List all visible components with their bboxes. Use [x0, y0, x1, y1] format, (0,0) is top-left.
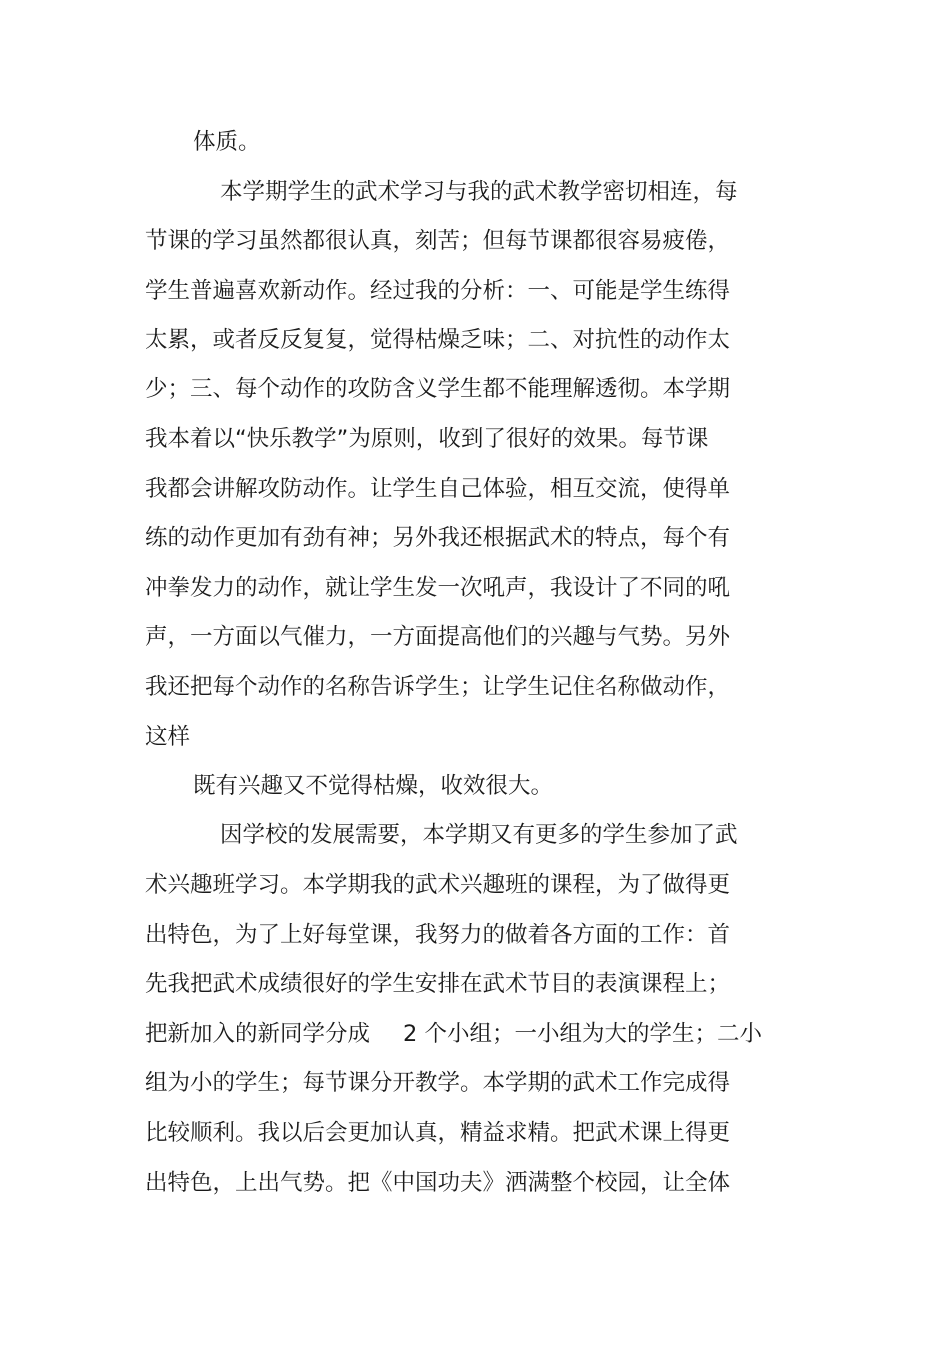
text-line: 先我把武术成绩很好的学生安排在武术节目的表演课程上； — [145, 971, 731, 997]
text-line: 术兴趣班学习。本学期我的武术兴趣班的课程，为了做得更 — [145, 872, 731, 898]
text-line: 出特色，为了上好每堂课，我努力的做着各方面的工作：首 — [145, 922, 731, 948]
text-line-segment: 2 个小组；一小组为大的学生；二小 — [403, 1021, 762, 1047]
text-line: 我都会讲解攻防动作。让学生自己体验，相互交流，使得单 — [145, 476, 731, 502]
text-line: 少；三、每个动作的攻防含义学生都不能理解透彻。本学期 — [145, 376, 731, 402]
text-line: 我还把每个动作的名称告诉学生；让学生记住名称做动作， — [145, 674, 731, 700]
text-line: 出特色，上出气势。把《中国功夫》洒满整个校园，让全体 — [145, 1170, 731, 1196]
text-line: 节课的学习虽然都很认真，刻苦；但每节课都很容易疲倦， — [145, 228, 731, 254]
paragraph-first-line: 本学期学生的武术学习与我的武术教学密切相连，每 — [220, 179, 738, 205]
text-line: 比较顺利。我以后会更加认真，精益求精。把武术课上得更 — [145, 1120, 731, 1146]
text-line: 冲拳发力的动作，就让学生发一次吼声，我设计了不同的吼 — [145, 575, 731, 601]
text-line: 这样 — [145, 724, 191, 750]
paragraph-first-line: 因学校的发展需要，本学期又有更多的学生参加了武 — [220, 822, 738, 848]
text-line: 声，一方面以气催力，一方面提高他们的兴趣与气势。另外 — [145, 624, 731, 650]
text-line: 把新加入的新同学分成 — [145, 1021, 371, 1047]
text-line: 体质。 — [193, 129, 261, 155]
text-line: 组为小的学生；每节课分开教学。本学期的武术工作完成得 — [145, 1070, 731, 1096]
text-line: 我本着以“快乐教学”为原则，收到了很好的效果。每节课 — [145, 426, 709, 452]
text-line: 太累，或者反反复复，觉得枯燥乏味；二、对抗性的动作太 — [145, 327, 731, 353]
text-line: 学生普遍喜欢新动作。经过我的分析：一、可能是学生练得 — [145, 278, 731, 304]
text-line: 练的动作更加有劲有神；另外我还根据武术的特点，每个有 — [145, 525, 731, 551]
text-line: 既有兴趣又不觉得枯燥，收效很大。 — [193, 773, 554, 799]
